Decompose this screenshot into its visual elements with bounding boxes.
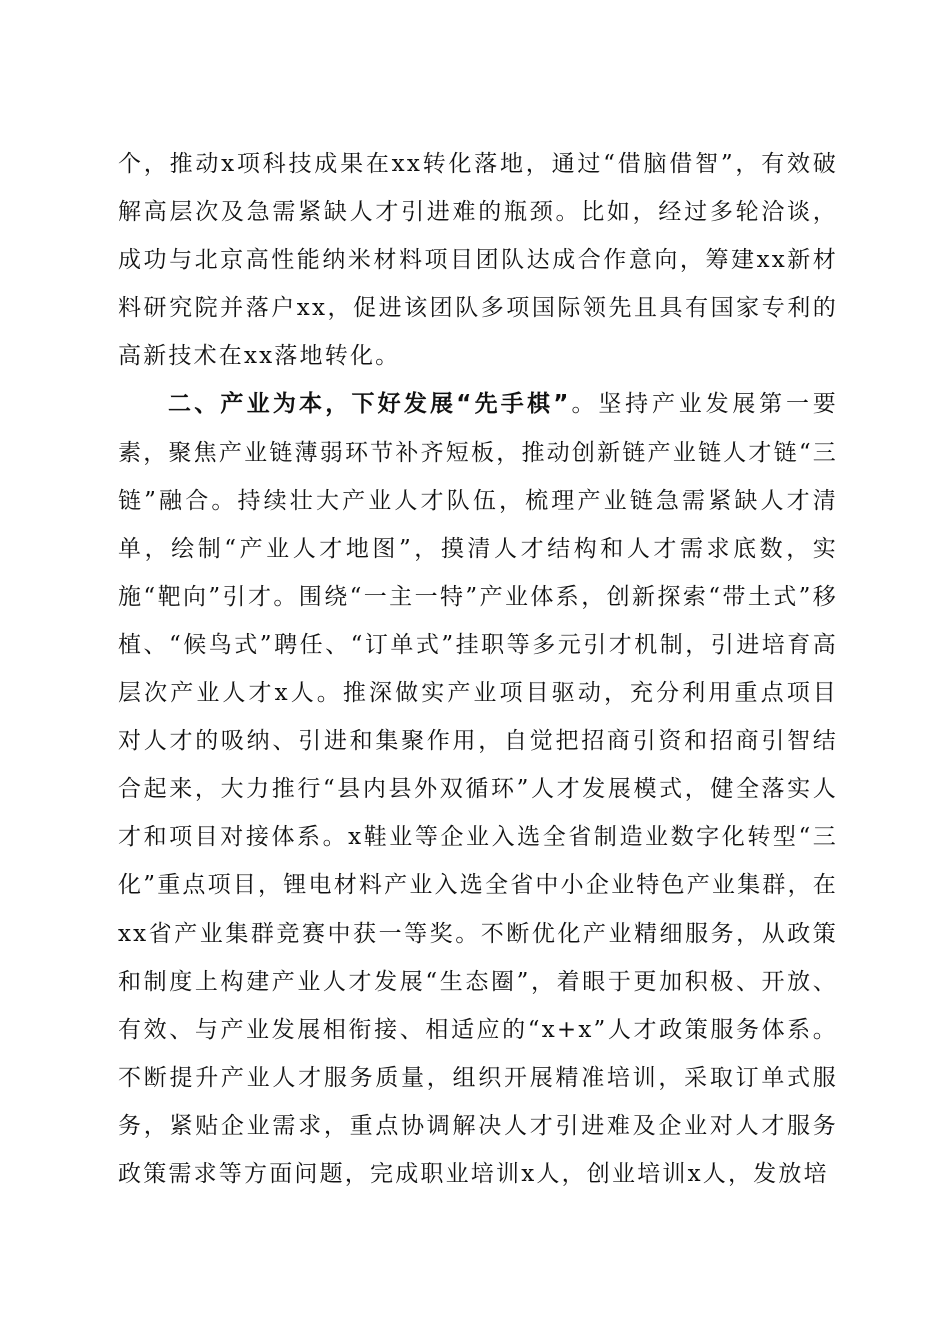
paragraph-continuation: 个，推动x项科技成果在xx转化落地，通过“借脑借智”，有效破解高层次及急需紧缺人才引进难的瓶颈。比如，经过多轮洽谈，成功与北京高性能纳米材料项目团队达成合作意向，筹建xx新材料研究院并落户xx，促进该团队多项国际领先且具有国家专利的高新技术在xx落地转化。: [118, 151, 838, 370]
section-body: 。坚持产业发展第一要素，聚焦产业链薄弱环节补齐短板，推动创新链产业链人才链“三链”融合。持续壮大产业人才队伍，梳理产业链急需紧缺人才清单，绘制“产业人才地图”，摸清人才结构和人才需求底数，实施“靶向”引才。围绕“一主一特”产业体系，创新探索“带土式”移植、“候鸟式”聘任、“订单式”挂职等多元引才机制，引进培育高层次产业人才x人。推深做实产业项目驱动，充分利用重点项目对人才的吸纳、引进和集聚作用，自觉把招商引资和招商引智结合起来，大力推行“县内县外双循环”人才发展模式，健全落实人才和项目对接体系。x鞋业等企业入选全省制造业数字化转型“三化”重点项目，锂电材料产业入选全省中小企业特色产业集群，在xx省产业集群竞赛中获一等奖。不断优化产业精细服务，从政策和制度上构建产业人才发展“生态圈”，着眼于更加积极、开放、有效、与产业发展相衔接、相适应的“x+x”人才政策服务体系。不断提升产业人才服务质量，组织开展精准培训，采取订单式服务，紧贴企业需求，重点协调解决人才引进难及企业对人才服务政策需求等方面问题，完成职业培训x人，创业培训x人，发放培: [118, 391, 838, 1187]
document-body: [118, 140, 838, 1198]
section-heading: 二、产业为本，下好发展“先手棋”: [168, 391, 570, 418]
section-paragraph: [118, 380, 838, 1198]
